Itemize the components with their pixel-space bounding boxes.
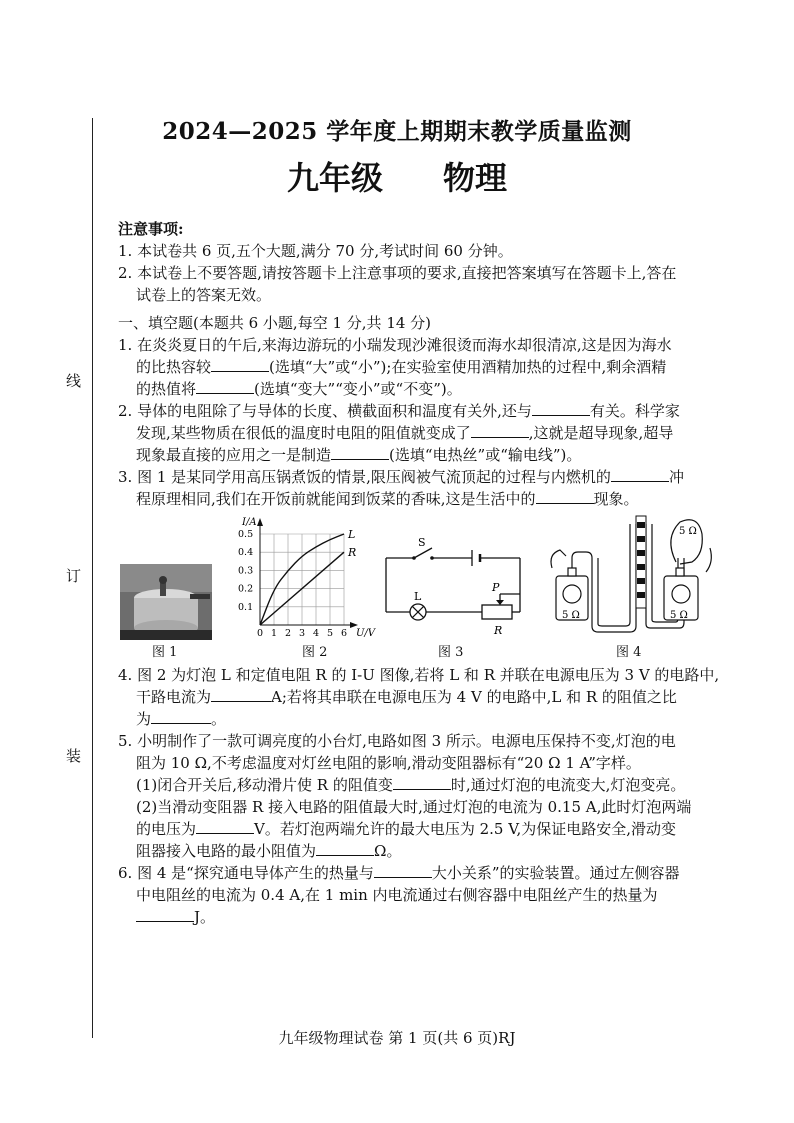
left-resistor-coil <box>563 585 581 603</box>
figure-2-caption: 图 2 <box>302 645 328 660</box>
q4-line-3: 为 。 <box>136 710 227 728</box>
q6-line-3: J。 <box>118 906 718 928</box>
answer-blank <box>536 489 594 504</box>
iu-graph <box>230 514 380 640</box>
right-resistor-coil <box>672 585 690 603</box>
left-lead-wire <box>551 550 566 568</box>
lamp-label: L <box>414 590 422 603</box>
rheostat-body <box>482 605 512 619</box>
answer-blank <box>611 467 669 482</box>
binding-label-zhuang: 装 <box>66 747 82 765</box>
y-tick-label: 0.4 <box>238 547 254 559</box>
slider-arrow <box>496 600 504 605</box>
x-tick-label: 5 <box>327 628 334 639</box>
pressure-cooker-photo <box>120 564 212 640</box>
figure-3-caption: 图 3 <box>438 645 464 660</box>
x-tick-label: 0 <box>257 628 264 639</box>
binding-line <box>92 118 93 1038</box>
figure-1-caption: 图 1 <box>152 645 178 660</box>
notice-item-2-cont: 试卷上的答案无效。 <box>136 286 272 304</box>
q6-line-1: 6. 图 4 是“探究通电导体产生的热量与 大小关系”的实验装置。通过左侧容器 <box>118 864 680 882</box>
answer-blank <box>331 445 389 460</box>
right-lead-wire <box>706 548 711 572</box>
q4-line-2: 干路电流为 A;若将其串联在电源电压为 4 V 的电路中,L 和 R 的阻值之比 <box>136 688 677 706</box>
answer-blank <box>196 379 254 394</box>
series-label-R: R <box>348 546 357 560</box>
y-axis-arrow <box>257 518 263 526</box>
q2-line-3: 现象最直接的应用之一是制造 (选填“电热丝”或“输电线”)。 <box>136 446 582 464</box>
answer-blank <box>136 907 194 922</box>
answer-blank <box>316 841 374 856</box>
binding-label-xian: 线 <box>66 372 82 390</box>
grid <box>260 534 344 625</box>
y-tick-label: 0.3 <box>238 565 254 577</box>
left-tube-inner <box>598 524 630 626</box>
answer-blank <box>211 357 269 372</box>
series-lines <box>260 528 356 625</box>
u-tube-scale <box>636 516 646 608</box>
outer-resistor-label: 5 Ω <box>679 526 697 537</box>
figure-4-caption: 图 4 <box>616 645 642 660</box>
q5-line-2: 阻为 10 Ω,不考虑温度对灯丝电阻的影响,滑动变阻器标有“20 Ω 1 A”字样。 <box>136 754 641 772</box>
q5-part-2-line-2: 的电压为 V。若灯泡两端允许的最大电压为 2.5 V,为保证电路安全,滑动变 <box>136 820 676 838</box>
answer-blank <box>196 819 254 834</box>
y-tick-label: 0.1 <box>238 601 254 613</box>
q3-line-1: 3. 图 1 是某同学用高压锅煮饭的情景,限压阀被气流顶起的过程与内燃机的 冲 <box>118 468 684 486</box>
heating-apparatus <box>546 514 718 640</box>
answer-blank <box>211 687 271 702</box>
x-tick-label: 6 <box>341 628 348 639</box>
answer-blank <box>151 709 211 724</box>
answer-blank <box>532 401 590 416</box>
q5-part-2-line-3: 阻器接入电路的最小阻值为 Ω。 <box>136 842 402 860</box>
x-tick-label: 4 <box>313 628 320 639</box>
exam-title: 2024—2025 学年度上期期末教学质量监测 <box>162 118 632 145</box>
section-title: 一、填空题(本题共 6 小题,每空 1 分,共 14 分) <box>118 314 432 332</box>
q1-line-2: 的比热容较 (选填“大”或“小”);在实验室使用酒精加热的过程中,剩余酒精 <box>136 358 667 376</box>
x-tick-label: 2 <box>285 628 292 639</box>
binding-label-ding: 订 <box>66 567 82 585</box>
rheostat-label: R <box>494 624 503 637</box>
circuit-diagram <box>380 514 528 640</box>
q4-line-1: 4. 图 2 为灯泡 L 和定值电阻 R 的 I-U 图像,若将 L 和 R 并联在电源电压为 3 V 的电路中, <box>118 666 720 684</box>
y-axis-label: I/A <box>242 517 257 528</box>
q2-line-2: 发现,某些物质在很低的温度时电阻的阻值就变成了 ,这就是超导现象,超导 <box>136 424 674 442</box>
q3-line-2: 程原理相同,我们在开饭前就能闻到饭菜的香味,这是生活中的 现象。 <box>136 490 639 508</box>
exam-subtitle <box>0 153 794 199</box>
notice-title: 注意事项: <box>118 220 184 238</box>
series-label-L: L <box>348 528 356 541</box>
x-tick-label: 1 <box>271 628 278 639</box>
q1-line-3: 的热值将 (选填“变大”“变小”或“不变”)。 <box>136 380 462 398</box>
notice-item-2: 2. 本试卷上不要答题,请按答题卡上注意事项的要求,直接把答案填写在答题卡上,答在 <box>118 264 677 282</box>
switch-blade <box>414 548 432 558</box>
switch-label: S <box>418 536 426 549</box>
page-footer: 九年级物理试卷 第 1 页(共 6 页)RJ <box>278 1029 516 1047</box>
lamp-symbol <box>410 604 426 620</box>
q5-part-1: (1)闭合开关后,移动滑片使 R 的阻值变 时,通过灯泡的电流变大,灯泡变亮。 <box>136 776 686 794</box>
exam-content <box>118 218 718 928</box>
q1-line-1: 1. 在炎炎夏日的午后,来海边游玩的小瑞发现沙滩很烫而海水却很清凉,这是因为海水 <box>118 336 672 354</box>
y-tick-label: 0.5 <box>238 529 254 540</box>
x-tick-label: 3 <box>299 628 306 639</box>
q5-part-2: (2)当滑动变阻器 R 接入电路的阻值最大时,通过灯泡的电流为 0.15 A,此时灯泡两端 <box>136 798 692 816</box>
answer-blank <box>393 775 451 790</box>
grade-label: 九年级 <box>286 159 383 197</box>
q6-line-2: 中电阻丝的电流为 0.4 A,在 1 min 内电流通过右侧容器中电阻丝产生的热量为 <box>136 886 658 904</box>
y-tick-label: 0.2 <box>238 583 254 595</box>
slider-label: P <box>492 581 500 594</box>
q2-line-1: 2. 导体的电阻除了与导体的长度、横截面积和温度有关外,还与 有关。科学家 <box>118 402 680 420</box>
subject-label: 物理 <box>443 159 508 197</box>
notice-item-1: 1. 本试卷共 6 页,五个大题,满分 70 分,考试时间 60 分钟。 <box>118 242 513 260</box>
x-axis-label: U/V <box>356 628 376 639</box>
q5-line-1: 5. 小明制作了一款可调亮度的小台灯,电路如图 3 所示。电源电压保持不变,灯泡的电 <box>118 732 676 750</box>
tick-labels <box>238 529 347 639</box>
figures-row <box>118 514 718 664</box>
left-resistor-label: 5 Ω <box>562 610 580 621</box>
answer-blank <box>374 863 432 878</box>
right-resistor-label: 5 Ω <box>670 610 688 621</box>
answer-blank <box>471 423 529 438</box>
